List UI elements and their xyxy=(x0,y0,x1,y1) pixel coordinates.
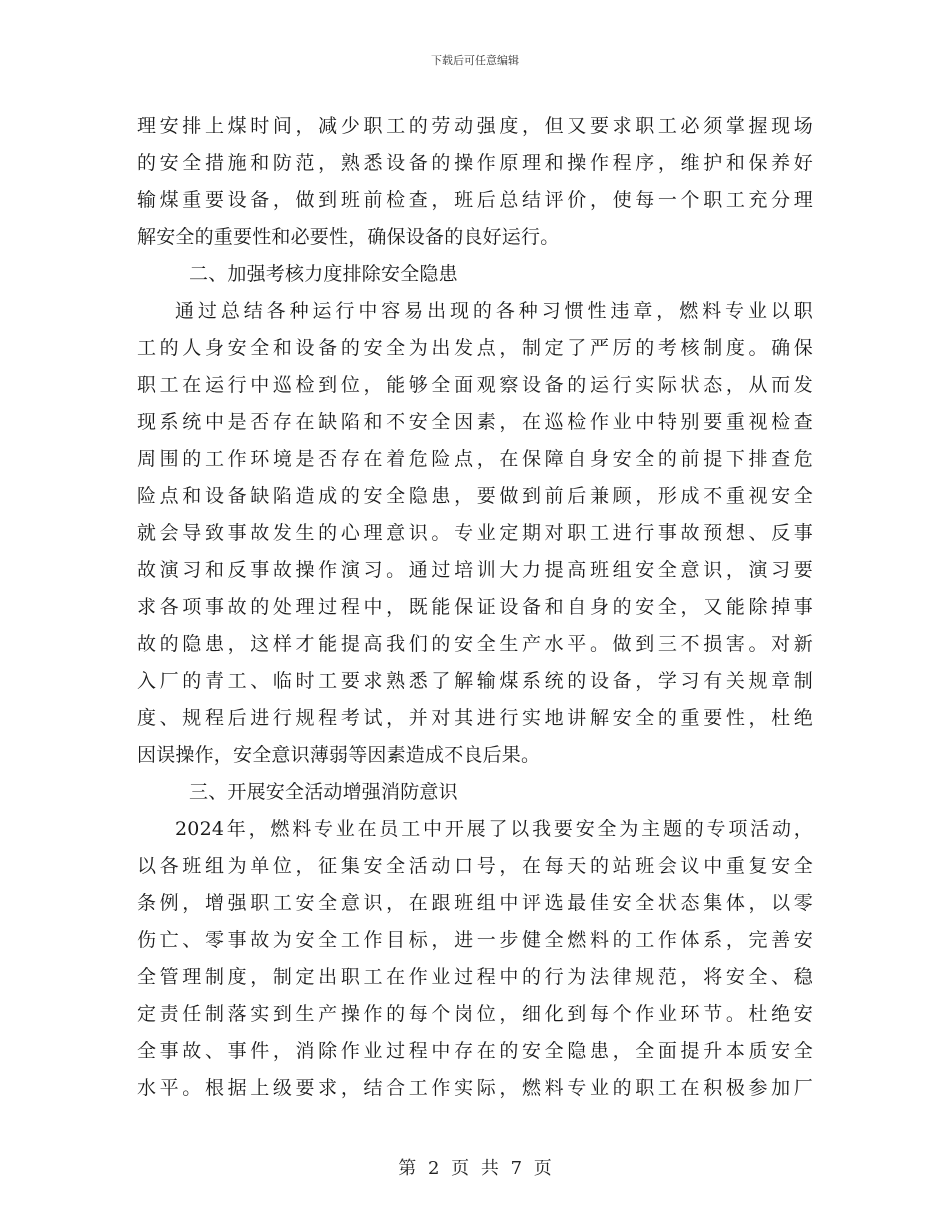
text-line: 输煤重要设备，做到班前检查，班后总结评价，使每一个职工充分理 xyxy=(137,189,813,211)
text-line: 现系统中是否存在缺陷和不安全因素，在巡检作业中特别要重视检查 xyxy=(137,411,813,433)
text-line: 伤亡、零事故为安全工作目标，进一步健全燃料的工作体系，完善安 xyxy=(137,929,813,951)
text-line: 全事故、事件，消除作业过程中存在的安全隐患，全面提升本质安全 xyxy=(137,1040,813,1062)
text-line: 以各班组为单位，征集安全活动口号，在每天的站班会议中重复安全 xyxy=(137,855,813,877)
text-line: 周围的工作环境是否存在着危险点，在保障自身安全的前提下排查危 xyxy=(137,448,813,470)
section-heading: 三、开展安全活动增强消防意识 xyxy=(189,781,458,803)
text-line: 就会导致事故发生的心理意识。专业定期对职工进行事故预想、反事 xyxy=(137,522,813,544)
text-line: 解安全的重要性和必要性，确保设备的良好运行。 xyxy=(137,226,560,248)
text-line: 险点和设备缺陷造成的安全隐患，要做到前后兼顾，形成不重视安全 xyxy=(137,485,813,507)
text-line: 因误操作，安全意识薄弱等因素造成不良后果。 xyxy=(137,744,541,766)
text-line: 条例，增强职工安全意识，在跟班组中评选最佳安全状态集体，以零 xyxy=(137,892,813,914)
document-body xyxy=(137,108,813,1107)
section-heading: 二、加强考核力度排除安全隐患 xyxy=(189,263,458,285)
page-number-footer: 第 2 页 共 7 页 xyxy=(398,1158,552,1179)
text-line: 故演习和反事故操作演习。通过培训大力提高班组安全意识，演习要 xyxy=(137,559,813,581)
text-line: 定责任制落实到生产操作的每个岗位，细化到每个作业环节。杜绝安 xyxy=(137,1003,813,1025)
text-line: 工的人身安全和设备的安全为出发点，制定了严厉的考核制度。确保 xyxy=(137,337,813,359)
text-line: 入厂的青工、临时工要求熟悉了解输煤系统的设备，学习有关规章制 xyxy=(137,670,813,692)
text-line: 职工在运行中巡检到位，能够全面观察设备的运行实际状态，从而发 xyxy=(137,374,813,396)
text-line: 的安全措施和防范，熟悉设备的操作原理和操作程序，维护和保养好 xyxy=(137,152,813,174)
page-header: 下载后可任意编辑 xyxy=(431,54,519,67)
text-line: 2024年，燃料专业在员工中开展了以我要安全为主题的专项活动， xyxy=(175,818,813,840)
text-line: 水平。根据上级要求，结合工作实际，燃料专业的职工在积极参加厂 xyxy=(137,1077,813,1099)
text-line: 理安排上煤时间，减少职工的劳动强度，但又要求职工必须掌握现场 xyxy=(137,115,813,137)
text-line: 求各项事故的处理过程中，既能保证设备和自身的安全，又能除掉事 xyxy=(137,596,813,618)
text-line: 故的隐患，这样才能提高我们的安全生产水平。做到三不损害。对新 xyxy=(137,633,813,655)
text-line: 全管理制度，制定出职工在作业过程中的行为法律规范，将安全、稳 xyxy=(137,966,813,988)
text-line: 通过总结各种运行中容易出现的各种习惯性违章，燃料专业以职 xyxy=(175,300,813,322)
text-line: 度、规程后进行规程考试，并对其进行实地讲解安全的重要性，杜绝 xyxy=(137,707,813,729)
